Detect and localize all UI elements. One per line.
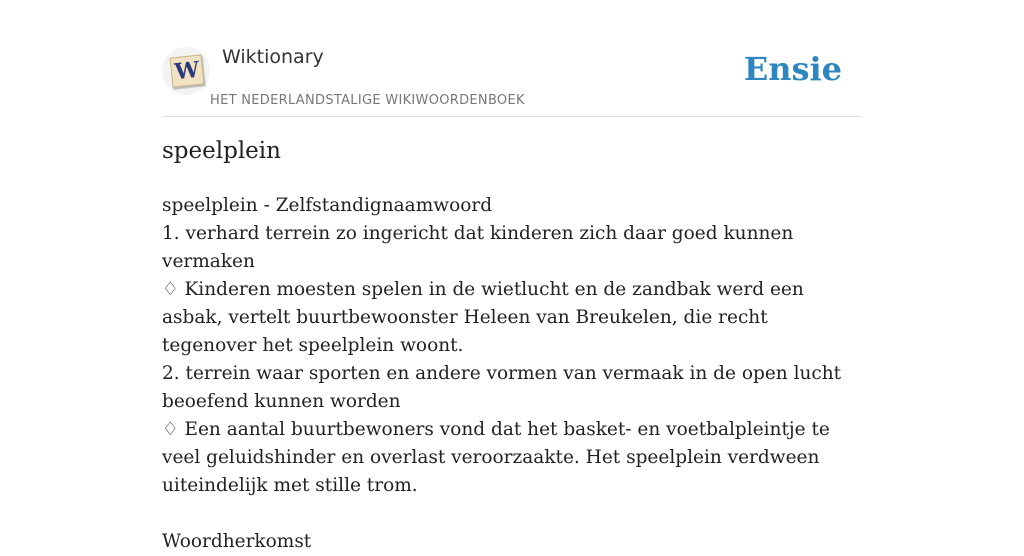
logo-tile-icon: W xyxy=(170,54,205,87)
definition-1: 1. verhard terrein zo ingericht dat kinderen zich daar goed kunnen vermaken xyxy=(162,223,794,272)
wiktionary-logo[interactable] xyxy=(162,47,210,95)
site-tagline: HET NEDERLANDSTALIGE WIKIWOORDENBOEK xyxy=(210,93,525,108)
entry-content xyxy=(162,192,862,556)
example-1: ♢ Kinderen moesten spelen in de wietlucht en de zandbak werd een asbak, vertelt buurtbewoonster Heleen van Breukelen, die recht tegenover het speelplein woont. xyxy=(162,279,804,356)
site-name[interactable]: Wiktionary xyxy=(222,46,324,68)
definition-2: 2. terrein waar sporten en andere vormen van vermaak in de open lucht beoefend kunnen worden xyxy=(162,363,842,412)
site-header xyxy=(162,0,862,117)
page xyxy=(162,0,862,552)
page-title: speelplein xyxy=(162,138,281,164)
ensie-brand-link[interactable]: Ensie xyxy=(743,50,842,88)
entry-heading: speelplein - Zelfstandignaamwoord xyxy=(162,195,493,216)
spacer xyxy=(162,500,862,528)
section-heading-etymology: Woordherkomst xyxy=(162,531,312,552)
example-2: ♢ Een aantal buurtbewoners vond dat het basket- en voetbalpleintje te veel geluidshinder en overlast veroorzaakte. Het speelplein verdween uiteindelijk met stille trom. xyxy=(162,419,830,496)
